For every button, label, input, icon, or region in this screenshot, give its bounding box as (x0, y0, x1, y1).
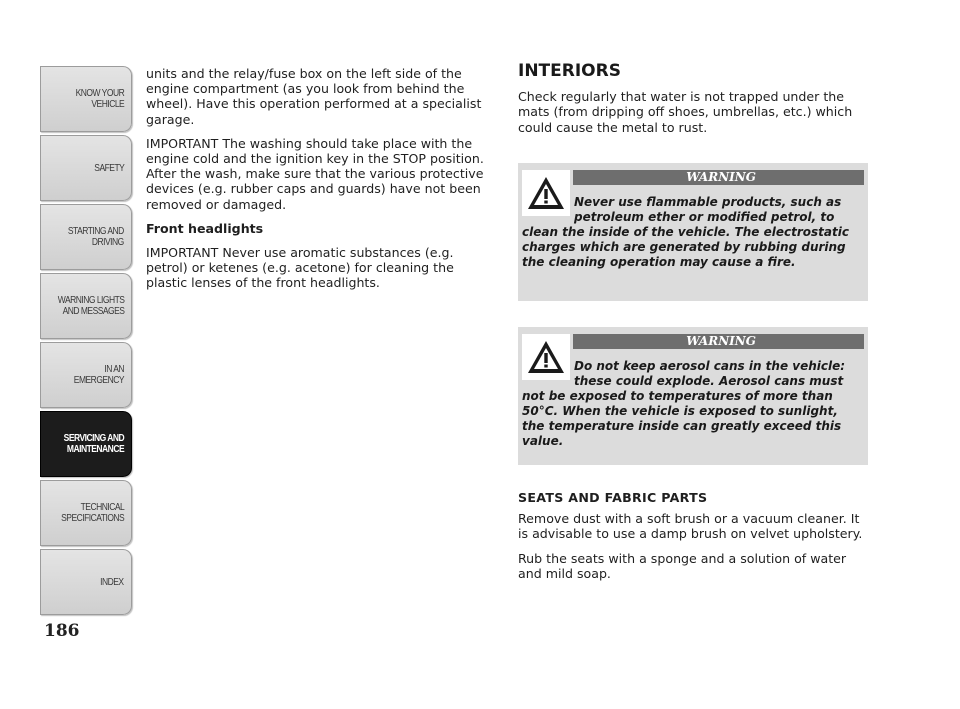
tab-technical-specifications[interactable] (40, 480, 132, 546)
tab-index[interactable] (40, 549, 132, 615)
left-column (146, 66, 496, 300)
body-paragraph: Rub the seats with a sponge and a solution of water and mild soap. (518, 550, 847, 581)
body-paragraph: Remove dust with a soft brush or a vacuum cleaner. It is advisable to use a damp brush on velvet upholstery. (518, 511, 863, 542)
body-paragraph: units and the relay/fuse box on the left side of the engine compartment (as you look from behind the wheel). Have this operation performed at a specialist garage. (146, 66, 482, 127)
tab-label: INDEX (100, 576, 124, 588)
warning-text: Do not keep aerosol cans in the vehicle: these could explode. Aerosol cans must not be exposed to temperatures of more than 50°C. When the vehicle is exposed to sunlight, the temperature inside can greatly exceed this value. (522, 359, 846, 448)
tab-label: STARTING AND DRIVING (68, 226, 124, 248)
tab-in-an-emergency[interactable] (40, 342, 132, 408)
tab-starting-and-driving[interactable] (40, 204, 132, 270)
tab-label: WARNING LIGHTS AND MESSAGES (57, 295, 124, 317)
tab-label: SERVICING AND MAINTENANCE (63, 433, 124, 455)
page-number: 186 (44, 621, 80, 641)
warning-text: Never use flammable products, such as petroleum ether or modified petrol, to clean the inside of the vehicle. The electrostatic charges which are generated by rubbing during the cleaning operation may cause a fire. (522, 195, 849, 269)
tab-label: IN AN EMERGENCY (73, 364, 124, 386)
tab-label: TECHNICAL SPECIFICATIONS (60, 502, 124, 524)
tab-know-your-vehicle[interactable] (40, 66, 132, 132)
warning-box (518, 163, 868, 301)
tab-servicing-and-maintenance[interactable] (40, 411, 132, 477)
tab-safety[interactable] (40, 135, 132, 201)
section-title: INTERIORS (518, 61, 621, 81)
subheading-front-headlights: Front headlights (146, 220, 264, 236)
body-paragraph: IMPORTANT The washing should take place with the engine cold and the ignition key in the STOP position. After the wash, make sure that the various protective devices (e.g. rubber caps and guards) have not been removed or damaged. (146, 135, 484, 212)
tab-warning-lights[interactable] (40, 273, 132, 339)
warning-label: WARNING (573, 334, 864, 349)
body-paragraph: IMPORTANT Never use aromatic substances (e.g. petrol) or ketenes (e.g. acetone) for cleaning the plastic lenses of the front headlights. (146, 245, 454, 291)
seats-heading: SEATS AND FABRIC PARTS (518, 490, 708, 505)
warning-box (518, 327, 868, 465)
warning-label: WARNING (573, 170, 864, 185)
tab-label: SAFETY (93, 162, 124, 174)
seats-section (518, 490, 868, 590)
tab-label: KNOW YOUR VEHICLE (75, 88, 124, 110)
intro-paragraph: Check regularly that water is not trapped under the mats (from dripping off shoes, umbrellas, etc.) which could cause the metal to rust. (518, 89, 853, 135)
right-column (518, 61, 868, 144)
